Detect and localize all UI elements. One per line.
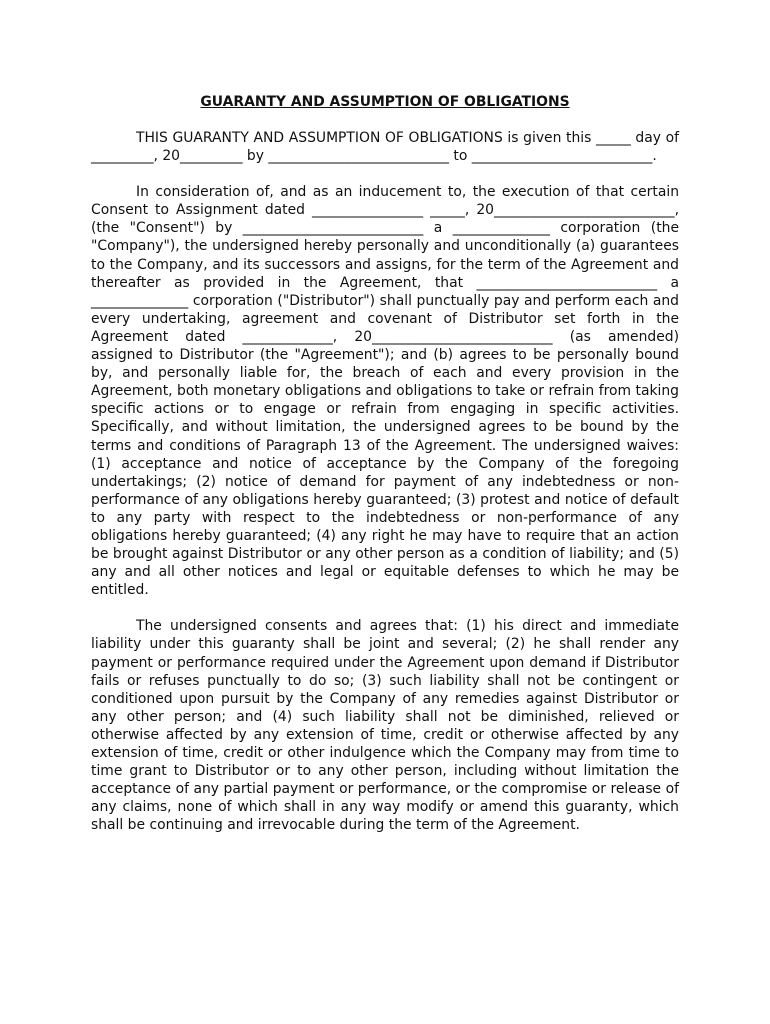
opening-paragraph: THIS GUARANTY AND ASSUMPTION OF OBLIGATIONS is given this _____ day of _________, 20_________ by __________________________ to __________________________. (91, 130, 679, 165)
consent-paragraph: The undersigned consents and agrees that: (1) his direct and immediate liability under this guaranty shall be joint and several; (2) he shall render any payment or performance required under the Agreement upon demand if Distributor fails or refuses punctually to do so; (3) such liability shall not be contingent or conditioned upon pursuit by the Company of any remedies against Distributor or any other person; and (4) such liability shall not be diminished, relieved or otherwise affected by any extension of time, credit or otherwise affected by any extension of time, credit or other indulgence which the Company may from time to time grant to Distributor or to any other person, including without limitation the acceptance of any partial payment or performance, or the compromise or release of any claims, none of which shall in any way modify or amend this guaranty, which shall be continuing and irrevocable during the term of the Agreement. (91, 618, 679, 834)
document-title: GUARANTY AND ASSUMPTION OF OBLIGATIONS (200, 94, 570, 110)
consideration-paragraph: In consideration of, and as an inducement to, the execution of that certain Consent to Assignment dated ________________ _____, 20__________________________, (the "Consent") by __________________________ a ______________ corporation (the "Company"), the undersigned hereby personally and unconditionally (a) guarantees to the Company, and its successors and assigns, for the term of the Agreement and thereafter as provided in the Agreement, that __________________________ a ______________ corporation ("Distributor") shall punctually pay and perform each and every undertaking, agreement and covenant of Distributor set forth in the Agreement dated _____________, 20__________________________ (as amended) assigned to Distributor (the "Agreement"); and (b) agrees to be personally bound by, and personally liable for, the breach of each and every provision in the Agreement, both monetary obligations and obligations to take or refrain from taking specific actions or to engage or refrain from engaging in specific activities. Specifically, and without limitation, the undersigned agrees to be bound by the terms and conditions of Paragraph 13 of the Agreement. The undersigned waives: (1) acceptance and notice of acceptance by the Company of the foregoing undertakings; (2) notice of demand for payment of any indebtedness or non-performance of any obligations hereby guaranteed; (3) protest and notice of default to any party with respect to the indebtedness or non-performance of any obligations hereby guaranteed; (4) any right he may have to require that an action be brought against Distributor or any other person as a condition of liability; and (5) any and all other notices and legal or equitable defenses to which he may be entitled. (91, 184, 679, 599)
document-page (91, 93, 679, 834)
paragraph-spacer (91, 599, 679, 617)
paragraph-spacer (91, 165, 679, 183)
